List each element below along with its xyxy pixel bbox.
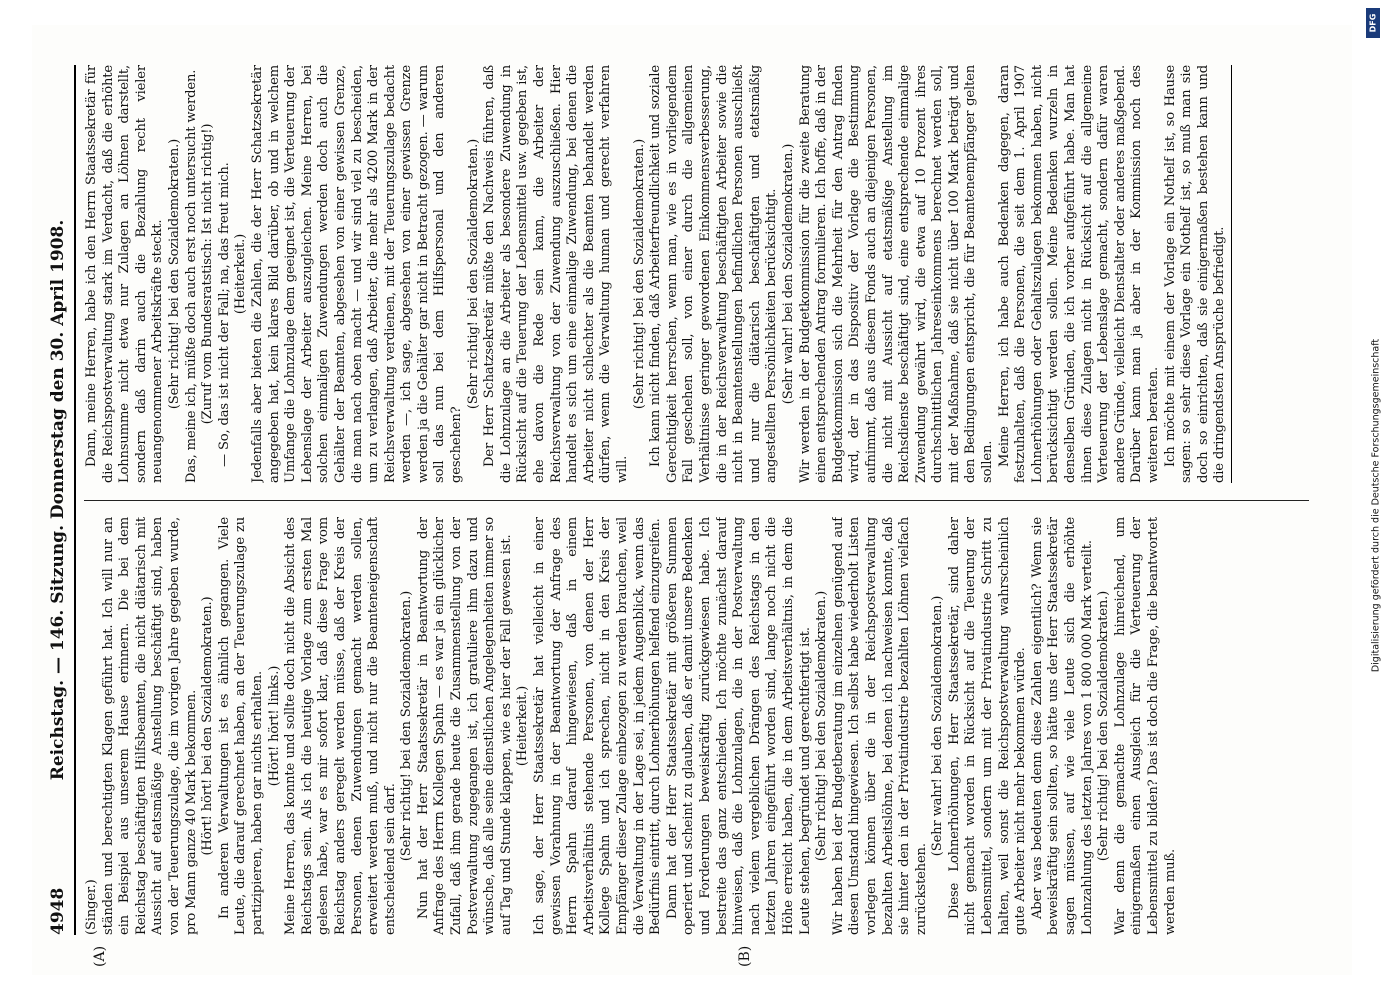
paragraph: Wir haben bei der Budgetberatung im einzelnen genügend auf diesen Umstand hingewiesen. Ich selbst habe wiederholt Listen vorlegen können über die in der Reichspostverwaltung bezahlten Arbeitslöhne, bei denen ich nachweisen konnte, daß sie hinter den in der Privatindustrie bezahlten Löhnen vielfach zurückstehen. (830, 517, 929, 935)
text-column-right (84, 65, 1309, 483)
interjection: (Sehr richtig! bei den Sozialdemokraten.) (1095, 590, 1111, 862)
credit-text: Digitalisierung gefördert durch die Deutsche Forschungsgemeinschaft (1370, 338, 1382, 673)
dfg-logo (1366, 8, 1380, 38)
paragraph: Diese Lohnerhöhungen, Herr Staatssekretär, sind daher nicht gemacht worden in Rücksicht auf die Teuerung der Lebensmittel, sondern um mit der Privatindustrie Schritt zu halten, weil sonst die Reichspostverwaltung wahrscheinlich gute Arbeiter nicht mehr bekommen würde. (946, 517, 1028, 935)
interjection: (Sehr richtig! bei den Sozialdemokraten.) (813, 590, 829, 862)
paragraph: Meine Herren, das konnte und sollte doch nicht die Absicht des Reichstags sein. Als ich die heutige Vorlage zum ersten Mal gelesen habe, war es mir sofort klar, daß diese Frage vom Reichstag anders geregelt werden müsse, daß der Kreis der Personen, denen Zuwendungen gemacht werden sollen, erweitert werden muß, und nicht nur die Beamteneigenschaft entscheidend sein darf. (282, 517, 398, 935)
paragraph: Aber was bedeuten denn diese Zahlen eigentlich? Wenn sie beweiskräftig sein sollten, so hätte uns der Herr Staatssekretär sagen müssen, auf wie viele Leute sich die erhöhte Lohnzahlung des letzten Jahres von 1 800 000 Mark verteilt. (1029, 517, 1095, 935)
paragraph: In anderen Verwaltungen ist es ähnlich gegangen. Viele Leute, die darauf gerechnet haben, an der Teuerungszulage zu partizipieren, haben gar nichts erhalten. (216, 517, 265, 935)
paragraph: Dann hat der Herr Staatssekretär mit größeren Summen operiert und scheint zu glauben, daß er damit unsere Bedenken und Forderungen beweiskräftig zurückgewiesen habe. Ich bestreite das ganz entschieden. Ich möchte zunächst darauf hinweisen, daß die Lohnzulagen, die in der Postverwaltung nach vielem vergeblichen Drängen des Reichstags in den letzten Jahren eingeführt worden sind, lange noch nicht die Höhe erreicht haben, die in dem Arbeitsverhältnis, in dem die Leute stehen, begründet und gerechtfertigt ist. (664, 517, 813, 935)
paragraph: Das, meine ich, müßte doch auch erst noch untersucht werden. (183, 69, 199, 483)
paragraph: Ich möchte mit einem der Vorlage ein Nothelf ist, so Hause sagen: so sehr diese Vorlage ein Nothelf ist, so muß man sie doch so einrichten, daß sie einigermaßen bestehen kann und die dringendsten Ansprüche befriedigt. (1162, 65, 1231, 483)
margin-marker-b: (B) (736, 945, 753, 967)
page-title: Reichstag. — 146. Sitzung. Donnerstag den 30. April 1908. (47, 219, 68, 781)
document-page (32, 25, 1352, 975)
interjection: (Sehr richtig! bei den Sozialdemokraten.) (465, 138, 481, 410)
interjection: (Zuruf vom Bundesratstisch: Ist nicht richtig!) (199, 123, 215, 425)
paragraph: War denn die gemachte Lohnzulage hinreichend, um einigermaßen einen Ausgleich für die Verteuerung der Lebensmittel zu bilden? Das ist doch die Frage, die beantwortet werden muß. (1112, 517, 1178, 935)
paragraph: Jedenfalls aber bieten die Zahlen, die der Herr Schatzsekretär angegeben hat, kein klares Bild darüber, ob und in welchem Umfange die Lohnzulage dem geeignet ist, die Verteuerung der Lebenslage der Arbeiter auszugleichen. Meine Herren, bei solchen einmaligen Zuwendungen werden doch auch die Gehälter der Beamten, abgesehen von einer gewissen Grenze, die man nach oben macht — und wir sind viel zu bescheiden, um zu verlangen, daß Arbeiter, die mehr als 4200 Mark in der Reichsverwaltung verdienen, mit der Teuerungszulage bedacht werden —, ich sage, abgesehen von einer gewissen Grenze werden ja die Gehälter gar nicht in Betracht gezogen. — warum soll das nun bei dem Hilfspersonal und den anderen geschehen? (249, 65, 464, 483)
paragraph: ständen und berechtigten Klagen geführt hat. Ich will nur an ein Beispiel aus unserem Hause erinnern. Die bei dem Reichstag beschäftigten Hilfsbeamten, die nicht diätarisch mit Aussicht auf etatsmäßige Anstellung beschäftigt sind, haben von der Teuerungszulage, die im vorigen Jahre gegeben wurde, pro Mann ganze 40 Mark bekommen. (100, 517, 199, 935)
text-column-left (84, 517, 1309, 935)
interjection: (Heiterkeit.) (232, 233, 248, 315)
column-divider (84, 500, 1309, 501)
interjection: (Sehr richtig! bei den Sozialdemokraten.) (166, 138, 182, 410)
paragraph: Der Herr Schatzsekretär müßte den Nachweis führen, daß die Lohnzulage an die Arbeiter als besondere Zuwendung in Rücksicht auf die Teuerung der Lebensmittel usw. gegeben ist, ehe davon die Rede sein kann, die Arbeiter der Reichsverwaltung von der Zuwendung auszuschließen. Hier handelt es sich um eine einmalige Zuwendung, bei denen die Arbeiter nicht schlechter als die Beamten behandelt werden dürfen, wenn die Verwaltung human und gerecht verfahren will. (481, 65, 630, 483)
page-header (44, 65, 76, 935)
interjection: (Heiterkeit.) (514, 685, 530, 767)
interjection: (Sehr wahr! bei den Sozialdemokraten.) (929, 595, 945, 857)
digitization-credit (1369, 10, 1383, 990)
interjection: (Sehr wahr! bei den Sozialdemokraten.) (780, 143, 796, 405)
dfg-logo-text: DFG (1368, 13, 1378, 33)
interjection: (Sehr richtig! bei den Sozialdemokraten.) (398, 590, 414, 862)
paragraph: (Singer.) (83, 879, 99, 935)
page-number: 4948 (47, 887, 68, 935)
paragraph: Meine Herren, ich habe auch Bedenken dagegen, daran festzuhalten, daß die Personen, die seit dem 1. April 1907 Lohnerhöhungen oder Gehaltszulagen bekommen haben, nicht berücksichtigt werden sollen. Meine Bedenken wurzeln in denselben Gründen, die ich vorher aufgeführt habe. Man hat ihnen diese Zulagen nicht in Rücksicht auf die allgemeine Verteuerung der Lebenslage gemacht, sondern dafür waren andere Gründe, vielleicht Dienstalter oder anderes maßgebend. Darüber kann man ja aber in der Kommission noch des weiteren beraten. (996, 65, 1161, 483)
interjection: (Hört! hört! links.) (266, 665, 282, 787)
margin-marker-a: (A) (91, 945, 108, 967)
paragraph: — So, das ist nicht der Fall; na, das freut mich. (216, 162, 232, 467)
paragraph: Wir werden in der Budgetkommission für die zweite Beratung einen entsprechenden Antrag formulieren. Ich hoffe, daß in der Budgetkommission sich die Mehrheit für den Antrag finden wird, der in das Dispositiv der Vorlage die Bestimmung aufnimmt, daß aus diesem Fonds auch an diejenigen Personen, die nicht mit Aussicht auf etatsmäßige Anstellung im Reichsdienste beschäftigt sind, eine entsprechende einmalige Zuwendung gewährt wird, die etwa auf 10 Prozent ihres durchschnittlichen Jahreseinkommens berechnet werden soll, mit der Maßnahme, daß sie nicht über 100 Mark beträgt und den Bedingungen entspricht, die für Beamtenempfänger gelten sollen. (797, 65, 995, 483)
interjection: (Hört! hört! bei den Sozialdemokraten.) (199, 596, 215, 856)
paragraph: Ich kann nicht finden, daß Arbeiterfreundlichkeit und soziale Gerechtigkeit herrschen, wenn man, wie es in vorliegendem Fall geschehen soll, von einer durch die allgemeinen Verhältnisse geringer gewordenen Einkommensverbesserung, die in der Reichsverwaltung beschäftigten Arbeiter sowie die nicht in Beamtenstellungen befindlichen Personen ausschließt und nur die diätarisch beschäftigten und etatsmäßig angestellten Persönlichkeiten berücksichtigt. (647, 65, 779, 483)
interjection: (Sehr richtig! bei den Sozialdemokraten.) (631, 138, 647, 410)
paragraph: Ich sage, der Herr Staatssekretär hat vielleicht in einer gewissen Vorahnung in der Beantwortung der Anfrage des Herrn Spahn darauf hingewiesen, daß in einem Arbeitsverhältnis stehende Personen, von denen der Herr Kollege Spahn und ich sprechen, nicht in den Kreis der Empfänger dieser Zulage einbezogen zu werden brauchen, weil die Verwaltung in der Lage sei, in jedem Augenblick, wenn das Bedürfnis eintritt, durch Lohnerhöhungen helfend einzugreifen. (531, 517, 663, 935)
paragraph: Dann, meine Herren, habe ich den Herrn Staatssekretär für die Reichspostverwaltung stark im Verdacht, daß die erhöhte Lohnsumme nicht etwa nur Zulagen an Löhnen darstellt, sondern daß darin auch die Bezahlung recht vieler neuangenommener Arbeitskräfte steckt. (83, 65, 165, 483)
paragraph: Nun hat der Herr Staatssekretär in Beantwortung der Anfrage des Herrn Kollegen Spahn — es war ja ein glücklicher Zufall, daß ihm gerade heute die Zusammenstellung von der Postverwaltung zugegangen ist, ich gratuliere ihm dazu und wünsche, daß alle seine dienstlichen Angelegenheiten immer so auf Tag und Stunde klappen, wie es hier der Fall gewesen ist. (415, 517, 514, 935)
